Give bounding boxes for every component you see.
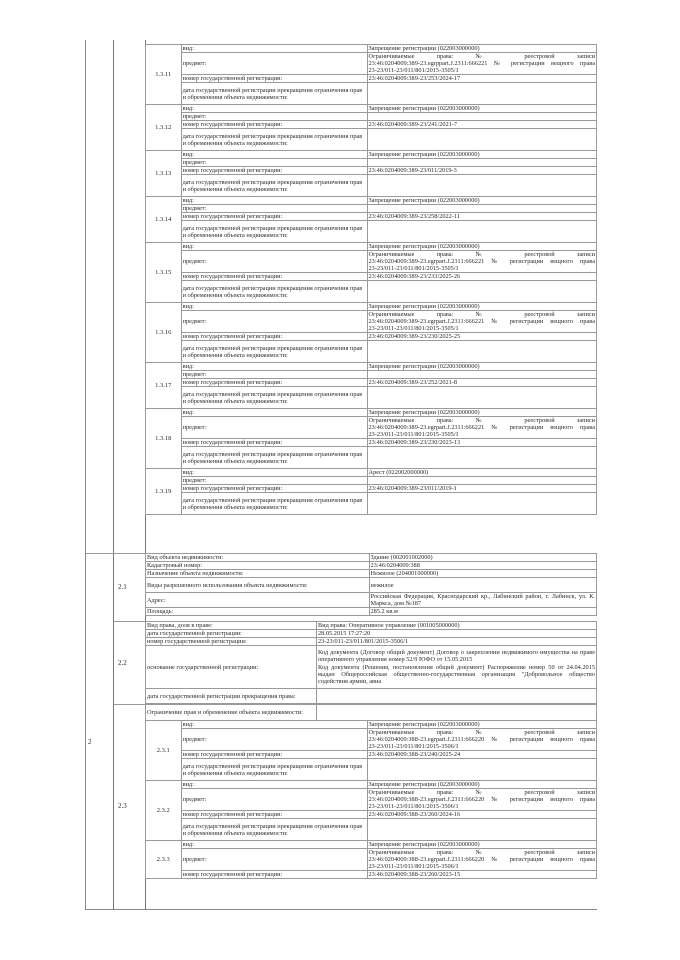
- encumbrance-date-row: [146, 281, 597, 303]
- reg-basis-value: [317, 646, 597, 689]
- encumbrance-predmet-row: [146, 477, 597, 485]
- predmet-line-1: Ограничиваемые права: № реестровой записи: [368, 729, 595, 736]
- encumbrance-number: 1.3.13: [146, 151, 182, 197]
- predmet-label: предмет:: [181, 251, 367, 273]
- termination-date-value: [367, 281, 596, 303]
- object-info-row: [146, 608, 597, 616]
- predmet-line-3: 23-23/011-23/011/801/2015-3505/1: [368, 67, 459, 74]
- encumbrance-vid-row: [146, 45, 597, 53]
- predmet-line-1: Ограничиваемые права: № реестровой записи: [368, 417, 595, 424]
- encumbrance-vid-row: [146, 841, 597, 849]
- vid-label: вид:: [181, 243, 367, 251]
- object-info-value: 285.2 кв.м: [369, 608, 596, 616]
- termination-date-value: [317, 689, 597, 704]
- encumbrance-vid-row: [146, 469, 597, 477]
- encumbrance-vid-row: [146, 721, 597, 729]
- right-type-value: Вид права: Оперативное управление (001005000000): [317, 622, 597, 630]
- predmet-label: предмет:: [181, 849, 367, 871]
- predmet-line-1: Ограничиваемые права: № реестровой записи: [368, 849, 595, 856]
- predmet-value: [367, 729, 596, 751]
- predmet-line-3: 23-23/011-23/011/801/2015-3506/1: [368, 743, 459, 750]
- predmet-label: предмет:: [181, 477, 367, 485]
- encumbrance-number: 1.3.19: [146, 469, 182, 515]
- encumbrance-date-row: [146, 83, 597, 105]
- object-info-value: Нежилое (204001000000): [369, 570, 596, 578]
- object-info-value: 23:46:0204009:388: [369, 562, 596, 570]
- encumbrance-number: 1.3.11: [146, 45, 182, 105]
- nomer-label: номер государственной регистрации:: [181, 811, 367, 819]
- nomer-label: номер государственной регистрации:: [181, 121, 367, 129]
- encumbrance-number: 1.3.15: [146, 243, 182, 303]
- predmet-line-2: 23:46:0204009:389-23.egrppart.J.2311:666221 № регистрации вещного права: [368, 60, 595, 67]
- vid-value: Запрещение регистрации (022003000000): [367, 781, 596, 789]
- section2-encumbrance-table: [145, 720, 597, 879]
- vid-label: вид:: [181, 363, 367, 371]
- termination-date-label: дата государственной регистрации прекращения ограничения прав и обременения объекта недвижимости:: [181, 387, 367, 409]
- vid-label: вид:: [181, 721, 367, 729]
- vid-value: Запрещение регистрации (022003000000): [367, 409, 596, 417]
- predmet-line-2: 23:46:0204009:389-23.egrpart.J.2311:666221 № регистрации вещного права: [368, 258, 595, 265]
- encumbrance-nomer-row: [146, 273, 597, 281]
- predmet-line-2: 23:46:0204009:388-23.egrpart.J.2311:666220 № регистрации вещного права: [368, 856, 595, 863]
- vid-value: Запрещение регистрации (022003000000): [367, 243, 596, 251]
- termination-date-label: дата государственной регистрации прекращения ограничения прав и обременения объекта недвижимости:: [181, 759, 367, 781]
- encumbrance-predmet-row: [146, 371, 597, 379]
- encumbrance-nomer-row: [146, 333, 597, 341]
- encumbrance-vid-row: [146, 151, 597, 159]
- predmet-value: [367, 371, 596, 379]
- vid-label: вид:: [181, 45, 367, 53]
- column-divider: [113, 40, 114, 910]
- predmet-value: [367, 251, 596, 273]
- encumbrance-vid-row: [146, 197, 597, 205]
- object-info-row: [146, 554, 597, 562]
- encumbrance-predmet-row: [146, 849, 597, 871]
- predmet-line-1: Ограничиваемые права: № реестровой записи: [368, 53, 595, 60]
- encumbrance-predmet-row: [146, 53, 597, 75]
- nomer-label: номер государственной регистрации:: [181, 273, 367, 281]
- predmet-label: предмет:: [181, 789, 367, 811]
- encumbrance-nomer-row: [146, 75, 597, 83]
- encumbrance-nomer-row: [146, 871, 597, 879]
- encumbrance-nomer-row: [146, 121, 597, 129]
- nomer-value: 23:46:0204009:388-23/240/2025-24: [367, 751, 596, 759]
- encumbrance-predmet-row: [146, 729, 597, 751]
- encumbrance-number: 2.3.3: [146, 841, 182, 879]
- object-info-row: [146, 593, 597, 608]
- nomer-label: номер государственной регистрации:: [181, 167, 367, 175]
- vid-value: Запрещение регистрации (022003000000): [367, 151, 596, 159]
- encumbrance-predmet-row: [146, 789, 597, 811]
- encumbrance-vid-row: [146, 781, 597, 789]
- encumbrance-date-row: [146, 759, 597, 781]
- predmet-line-3: 23-23/011-23/011/801/2015-3505/1: [368, 265, 459, 272]
- section1-encumbrance-table: [145, 44, 597, 515]
- vid-value: Запрещение регистрации (022003000000): [367, 105, 596, 113]
- termination-date-label: дата государственной регистрации прекращения права:: [146, 689, 317, 704]
- reg-basis-label: основание государственной регистрации:: [146, 646, 317, 689]
- encumbrance-date-row: [146, 819, 597, 841]
- predmet-line-1: Ограничиваемые права: № реестровой записи: [368, 789, 595, 796]
- vid-label: вид:: [181, 303, 367, 311]
- reg-date-value: 28.05.2015 17:27:20: [317, 630, 597, 638]
- nomer-value: 23:46:0204009:389-23/241/2021-7: [367, 121, 596, 129]
- encumbrance-nomer-row: [146, 485, 597, 493]
- nomer-value: 23:46:0204009:389-23/011/2019-1: [367, 485, 596, 493]
- predmet-line-3: 23-23/011-23/011/801/2015-3505/1: [368, 325, 459, 332]
- encumbrance-vid-row: [146, 105, 597, 113]
- vid-value: Запрещение регистрации (022003000000): [367, 197, 596, 205]
- object-info-value: Российская Федерация, Краснодарский кр., Лабинский район, г. Лабинск, ул. К. Маркса, дом №187: [370, 593, 595, 607]
- encumbrance-predmet-row: [146, 205, 597, 213]
- nomer-label: номер государственной регистрации:: [181, 333, 367, 341]
- vid-label: вид:: [181, 105, 367, 113]
- extract-page: [85, 40, 597, 910]
- nomer-label: номер государственной регистрации:: [181, 213, 367, 221]
- reg-number-label: номер государственной регистрации:: [146, 638, 317, 646]
- encumbrance-date-row: [146, 175, 597, 197]
- termination-date-value: [367, 221, 596, 243]
- nomer-value: 23:46:0204009:389-23/230/2025-25: [367, 333, 596, 341]
- subsection-number: 2.3: [118, 802, 127, 810]
- predmet-value: [367, 53, 596, 75]
- nomer-value: 23:46:0204009:388-23/260/2023-15: [367, 871, 596, 879]
- nomer-label: номер государственной регистрации:: [181, 485, 367, 493]
- predmet-label: предмет:: [181, 417, 367, 439]
- encumbrance-predmet-row: [146, 311, 597, 333]
- encumbrance-date-row: [146, 129, 597, 151]
- predmet-label: предмет:: [181, 371, 367, 379]
- termination-date-label: дата государственной регистрации прекращения ограничения прав и обременения объекта недвижимости:: [181, 175, 367, 197]
- encumbrance-predmet-row: [146, 113, 597, 121]
- encumbrance-nomer-row: [146, 379, 597, 387]
- encumbrance-predmet-row: [146, 417, 597, 439]
- vid-label: вид:: [181, 781, 367, 789]
- termination-date-value: [367, 175, 596, 197]
- termination-date-value: [367, 493, 596, 515]
- predmet-value: [367, 113, 596, 121]
- predmet-value: [367, 205, 596, 213]
- vid-label: вид:: [181, 469, 367, 477]
- vid-value: Запрещение регистрации (022003000000): [367, 721, 596, 729]
- predmet-label: предмет:: [181, 113, 367, 121]
- termination-date-value: [367, 447, 596, 469]
- encumbrance-number: 1.3.18: [146, 409, 182, 469]
- predmet-value: [367, 789, 596, 811]
- section-number: 2: [88, 738, 92, 746]
- predmet-label: предмет:: [181, 159, 367, 167]
- termination-date-value: [367, 83, 596, 105]
- vid-label: вид:: [181, 197, 367, 205]
- termination-date-value: [367, 129, 596, 151]
- encumbrance-vid-row: [146, 243, 597, 251]
- nomer-value: 23:46:0204009:389-23/253/2024-17: [367, 75, 596, 83]
- encumbrance-predmet-row: [146, 159, 597, 167]
- object-info-row: [146, 570, 597, 578]
- encumbrance-nomer-row: [146, 167, 597, 175]
- object-info-value: нежилое: [369, 578, 596, 593]
- encumbrance-date-row: [146, 387, 597, 409]
- object-info-label: Кадастровый номер:: [146, 562, 370, 570]
- encumbrance-vid-row: [146, 409, 597, 417]
- encumbrance-number: 1.3.17: [146, 363, 182, 409]
- predmet-value: [367, 477, 596, 485]
- termination-date-label: дата государственной регистрации прекращения ограничения прав и обременения объекта недвижимости:: [181, 341, 367, 363]
- predmet-value: [367, 849, 596, 871]
- nomer-value: 23:46:0204009:389-23/233/2025-26: [367, 273, 596, 281]
- object-info-label: Площадь:: [146, 608, 370, 616]
- object-info-label: Адрес:: [146, 593, 370, 608]
- termination-date-label: дата государственной регистрации прекращения ограничения прав и обременения объекта недвижимости:: [181, 493, 367, 515]
- termination-date-label: дата государственной регистрации прекращения ограничения прав и обременения объекта недвижимости:: [181, 281, 367, 303]
- predmet-line-1: Ограничиваемые права: № реестровой записи: [368, 251, 595, 258]
- encumbrance-number: 1.3.14: [146, 197, 182, 243]
- predmet-line-2: 23:46:0204009:388-23.egrpart.J.2311:666220 № регистрации вещного права: [368, 796, 595, 803]
- vid-value: Арест (022002000000): [367, 469, 596, 477]
- termination-date-value: [367, 759, 596, 781]
- predmet-line-2: 23:46:0204009:389-23.egrpart.J.2311:666221 № регистрации вещного права: [368, 424, 595, 431]
- predmet-line-3: 23-23/011-23/011/801/2015-3506/1: [368, 863, 459, 870]
- right-type-label: Вид права, доля в праве:: [146, 622, 317, 630]
- predmet-value: [367, 417, 596, 439]
- termination-date-value: [367, 819, 596, 841]
- predmet-label: предмет:: [181, 53, 367, 75]
- subsection-number: 2.1: [118, 583, 127, 591]
- predmet-line-3: 23-23/011-23/011/801/2015-3505/1: [368, 431, 459, 438]
- reg-date-label: дата государственной регистрации:: [146, 630, 317, 638]
- reg-basis-doc-2: Код документа (Решения, постановления общий документ) Распоряжение номер 50 от 24.04.2015 выдан Общероссийская общественно-государственная организация "Добровольное общество содействия армии, авиа: [318, 664, 595, 685]
- termination-date-value: [367, 387, 596, 409]
- nomer-label: номер государственной регистрации:: [181, 871, 367, 879]
- object-info-row: [146, 562, 597, 570]
- right-info-table: [145, 621, 597, 704]
- predmet-line-3: 23-23/011-23/011/801/2015-3506/1: [368, 803, 459, 810]
- encumbrance-nomer-row: [146, 751, 597, 759]
- termination-date-label: дата государственной регистрации прекращения ограничения прав и обременения объекта недвижимости:: [181, 129, 367, 151]
- vid-value: Запрещение регистрации (022003000000): [367, 363, 596, 371]
- encumbrance-vid-row: [146, 303, 597, 311]
- encumbrance-number: 1.3.16: [146, 303, 182, 363]
- nomer-label: номер государственной регистрации:: [181, 75, 367, 83]
- encumbrance-nomer-row: [146, 213, 597, 221]
- termination-date-label: дата государственной регистрации прекращения ограничения прав и обременения объекта недвижимости:: [181, 221, 367, 243]
- vid-label: вид:: [181, 841, 367, 849]
- predmet-label: предмет:: [181, 205, 367, 213]
- termination-date-label: дата государственной регистрации прекращения ограничения прав и обременения объекта недвижимости:: [181, 83, 367, 105]
- object-info-label: Виды разрешенного использования объекта недвижимости:: [146, 578, 370, 593]
- encumbrance-date-row: [146, 221, 597, 243]
- encumbrance-header-empty: [317, 705, 597, 721]
- encumbrance-number: 2.3.2: [146, 781, 182, 841]
- encumbrance-date-row: [146, 493, 597, 515]
- termination-date-label: дата государственной регистрации прекращения ограничения прав и обременения объекта недвижимости:: [181, 819, 367, 841]
- nomer-value: 23:46:0204009:389-23/258/2022-11: [367, 213, 596, 221]
- predmet-line-2: 23:46:0204009:388-23.egrpart.J.2311:666220 № регистрации вещного права: [368, 736, 595, 743]
- predmet-label: предмет:: [181, 729, 367, 751]
- termination-date-value: [367, 341, 596, 363]
- vid-value: Запрещение регистрации (022003000000): [367, 841, 596, 849]
- predmet-line-2: 23:46:0204009:389-23.egrpart.J.2311:666221 № регистрации вещного права: [368, 318, 595, 325]
- encumbrance-nomer-row: [146, 439, 597, 447]
- vid-value: Запрещение регистрации (022003000000): [367, 45, 596, 53]
- nomer-value: 23:46:0204009:389-23/230/2023-13: [367, 439, 596, 447]
- encumbrance-number: 2.3.1: [146, 721, 182, 781]
- subsection-number: 2.2: [118, 659, 127, 667]
- object-info-label: Назначение объекта недвижимости:: [146, 570, 370, 578]
- nomer-value: 23:46:0204009:388-23/260/2024-16: [367, 811, 596, 819]
- encumbrance-nomer-row: [146, 811, 597, 819]
- predmet-value: [367, 311, 596, 333]
- reg-number-value: 23-23/011-23/011/801/2015-3506/1: [317, 638, 597, 646]
- object-info-label: Вид объекта недвижимости:: [146, 554, 370, 562]
- predmet-label: предмет:: [181, 311, 367, 333]
- encumbrance-date-row: [146, 341, 597, 363]
- predmet-value: [367, 159, 596, 167]
- encumbrance-date-row: [146, 447, 597, 469]
- vid-label: вид:: [181, 151, 367, 159]
- nomer-value: 23:46:0204009:389-23/011/2019-3: [367, 167, 596, 175]
- nomer-label: номер государственной регистрации:: [181, 751, 367, 759]
- nomer-value: 23:46:0204009:389-23/252/2021-8: [367, 379, 596, 387]
- termination-date-label: дата государственной регистрации прекращения ограничения прав и обременения объекта недвижимости:: [181, 447, 367, 469]
- encumbrance-header-table: [145, 704, 597, 721]
- vid-value: Запрещение регистрации (022003000000): [367, 303, 596, 311]
- reg-basis-doc-1: Код документа (Договор общий документ) Договор о закреплении недвижимого имущества на праве оперативного управления номер 52/9 ЮФО от 15.05.2015: [318, 649, 595, 663]
- encumbrance-number: 1.3.12: [146, 105, 182, 151]
- nomer-label: номер государственной регистрации:: [181, 439, 367, 447]
- encumbrance-predmet-row: [146, 251, 597, 273]
- object-info-table: [145, 553, 597, 616]
- encumbrance-header: Ограничение прав и обременение объекта недвижимости:: [146, 705, 317, 721]
- predmet-line-1: Ограничиваемые права: № реестровой записи: [368, 311, 595, 318]
- object-info-row: [146, 578, 597, 593]
- object-info-value: Здание (002001002000): [369, 554, 596, 562]
- vid-label: вид:: [181, 409, 367, 417]
- encumbrance-vid-row: [146, 363, 597, 371]
- nomer-label: номер государственной регистрации:: [181, 379, 367, 387]
